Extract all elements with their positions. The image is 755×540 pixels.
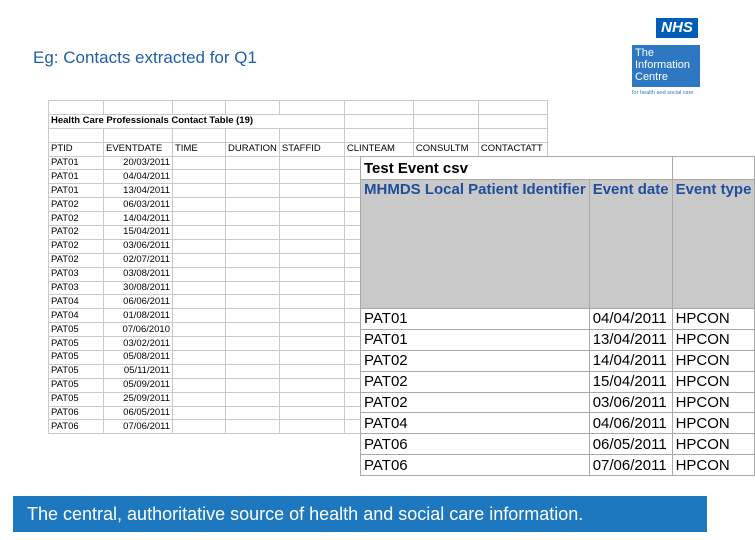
sheet-cell: PAT02 — [49, 253, 104, 267]
sheet-cell — [226, 184, 280, 198]
sheet-cell — [226, 392, 280, 406]
sheet-header-cell: CONTACTATT — [478, 142, 547, 156]
event-header-cell: MHMDS Local Patient Identifier — [361, 180, 590, 309]
sheet-cell — [226, 101, 280, 115]
sheet-cell — [173, 406, 226, 420]
logo-subtitle: for health and social care — [632, 90, 694, 96]
sheet-cell — [226, 309, 280, 323]
sheet-cell: 13/04/2011 — [104, 184, 173, 198]
sheet-cell — [478, 128, 547, 142]
sheet-header-row — [49, 142, 548, 156]
sheet-cell — [173, 295, 226, 309]
sheet-cell: PAT05 — [49, 392, 104, 406]
sheet-cell: PAT01 — [49, 156, 104, 170]
sheet-cell: 20/03/2011 — [104, 156, 173, 170]
sheet-cell — [279, 364, 344, 378]
sheet-cell — [344, 101, 413, 115]
sheet-cell — [279, 156, 344, 170]
sheet-header-cell: DURATION — [226, 142, 280, 156]
sheet-cell: 30/08/2011 — [104, 281, 173, 295]
sheet-cell: 06/05/2011 — [104, 406, 173, 420]
event-cell: HPCON — [672, 350, 755, 371]
event-cell: HPCON — [672, 329, 755, 350]
event-header-row — [361, 180, 755, 309]
sheet-cell — [413, 101, 478, 115]
sheet-cell — [173, 128, 226, 142]
sheet-header-cell: EVENTDATE — [104, 142, 173, 156]
sheet-cell: 07/06/2011 — [104, 420, 173, 434]
event-cell: HPCON — [672, 413, 755, 434]
sheet-header-cell: PTID — [49, 142, 104, 156]
sheet-cell — [279, 198, 344, 212]
information-centre-badge — [632, 45, 700, 87]
sheet-cell — [279, 309, 344, 323]
sheet-cell — [173, 212, 226, 226]
sheet-cell — [344, 114, 413, 128]
sheet-cell — [279, 226, 344, 240]
sheet-cell: 07/06/2010 — [104, 323, 173, 337]
event-cell: HPCON — [672, 455, 755, 476]
event-row — [361, 455, 755, 476]
sheet-cell: PAT03 — [49, 267, 104, 281]
sheet-cell — [279, 253, 344, 267]
sheet-title-row — [49, 114, 548, 128]
event-cell: HPCON — [672, 392, 755, 413]
sheet-cell — [279, 351, 344, 365]
event-cell: PAT02 — [361, 350, 590, 371]
sheet-cell — [279, 378, 344, 392]
sheet-cell — [279, 267, 344, 281]
event-row — [361, 413, 755, 434]
event-row — [361, 329, 755, 350]
sheet-cell — [279, 420, 344, 434]
sheet-cell: 03/02/2011 — [104, 337, 173, 351]
event-cell: HPCON — [672, 434, 755, 455]
sheet-cell: PAT06 — [49, 420, 104, 434]
event-row — [361, 309, 755, 330]
sheet-cell — [279, 212, 344, 226]
sheet-cell: PAT06 — [49, 406, 104, 420]
sheet-cell — [279, 392, 344, 406]
sheet-cell — [226, 226, 280, 240]
sheet-cell: 01/08/2011 — [104, 309, 173, 323]
nhs-logo — [632, 18, 702, 96]
event-cell: PAT01 — [361, 309, 590, 330]
event-title-row — [361, 157, 755, 180]
sheet-cell — [173, 323, 226, 337]
event-cell: PAT06 — [361, 455, 590, 476]
event-row — [361, 392, 755, 413]
sheet-cell — [344, 128, 413, 142]
sheet-cell: PAT01 — [49, 170, 104, 184]
sheet-cell — [279, 239, 344, 253]
sheet-cell: PAT03 — [49, 281, 104, 295]
event-cell: HPCON — [672, 309, 755, 330]
sheet-cell — [173, 101, 226, 115]
event-row — [361, 350, 755, 371]
sheet-cell: PAT01 — [49, 184, 104, 198]
sheet-cell — [173, 156, 226, 170]
sheet-cell — [478, 101, 547, 115]
sheet-cell — [279, 295, 344, 309]
sheet-cell — [173, 267, 226, 281]
sheet-cell — [49, 128, 104, 142]
sheet-cell — [173, 351, 226, 365]
sheet-cell: 04/04/2011 — [104, 170, 173, 184]
sheet-cell — [226, 351, 280, 365]
sheet-cell: 05/11/2011 — [104, 364, 173, 378]
sheet-cell — [173, 378, 226, 392]
sheet-cell — [413, 128, 478, 142]
sheet-cell — [226, 253, 280, 267]
sheet-cell: 15/04/2011 — [104, 226, 173, 240]
sheet-cell — [226, 156, 280, 170]
sheet-cell — [226, 239, 280, 253]
event-cell: PAT06 — [361, 434, 590, 455]
sheet-cell: 14/04/2011 — [104, 212, 173, 226]
sheet-cell: PAT04 — [49, 309, 104, 323]
sheet-header-cell: CONSULTM — [413, 142, 478, 156]
sheet-cell — [226, 170, 280, 184]
sheet-cell — [279, 337, 344, 351]
event-cell: PAT02 — [361, 392, 590, 413]
event-cell — [672, 157, 755, 180]
sheet-cell — [413, 114, 478, 128]
sheet-cell — [279, 406, 344, 420]
sheet-cell: 02/07/2011 — [104, 253, 173, 267]
event-cell: 14/04/2011 — [589, 350, 672, 371]
test-event-table — [360, 156, 755, 476]
slide-title: Eg: Contacts extracted for Q1 — [33, 48, 257, 67]
event-row — [361, 434, 755, 455]
sheet-cell — [226, 337, 280, 351]
footer-banner: The central, authoritative source of health and social care information. — [13, 496, 707, 532]
logo-line: The — [635, 47, 654, 59]
sheet-cell — [104, 128, 173, 142]
event-cell: PAT02 — [361, 371, 590, 392]
sheet-cell: PAT02 — [49, 198, 104, 212]
sheet-cell: PAT02 — [49, 239, 104, 253]
sheet-cell — [226, 364, 280, 378]
sheet-cell — [173, 337, 226, 351]
sheet-cell — [173, 253, 226, 267]
sheet-cell: 25/09/2011 — [104, 392, 173, 406]
event-cell: PAT01 — [361, 329, 590, 350]
sheet-cell: 05/09/2011 — [104, 378, 173, 392]
event-table-title: Test Event csv — [361, 157, 673, 180]
sheet-cell — [173, 226, 226, 240]
sheet-cell — [173, 170, 226, 184]
sheet-cell — [173, 309, 226, 323]
sheet-cell: PAT05 — [49, 378, 104, 392]
event-cell: 04/04/2011 — [589, 309, 672, 330]
sheet-cell — [478, 114, 547, 128]
sheet-cell — [279, 128, 344, 142]
event-cell: HPCON — [672, 371, 755, 392]
sheet-cell: PAT02 — [49, 226, 104, 240]
sheet-cell: PAT05 — [49, 351, 104, 365]
event-header-cell: Event date — [589, 180, 672, 309]
event-cell: PAT04 — [361, 413, 590, 434]
sheet-cell — [226, 128, 280, 142]
sheet-cell — [104, 101, 173, 115]
sheet-cell — [173, 198, 226, 212]
event-header-cell: Event type — [672, 180, 755, 309]
event-cell: 03/06/2011 — [589, 392, 672, 413]
sheet-cell — [279, 184, 344, 198]
sheet-cell — [226, 198, 280, 212]
event-cell: 04/06/2011 — [589, 413, 672, 434]
sheet-cell — [173, 184, 226, 198]
event-cell: 13/04/2011 — [589, 329, 672, 350]
sheet-cell: 05/08/2011 — [104, 351, 173, 365]
sheet-cell — [226, 267, 280, 281]
event-cell: 06/05/2011 — [589, 434, 672, 455]
sheet-cell — [226, 378, 280, 392]
sheet-cell — [226, 295, 280, 309]
sheet-cell — [173, 281, 226, 295]
sheet-cell: 03/06/2011 — [104, 239, 173, 253]
sheet-cell — [226, 281, 280, 295]
sheet-cell — [226, 420, 280, 434]
sheet-row — [49, 101, 548, 115]
sheet-cell: PAT05 — [49, 337, 104, 351]
sheet-cell — [279, 323, 344, 337]
sheet-cell — [173, 239, 226, 253]
sheet-header-cell: CLINTEAM — [344, 142, 413, 156]
sheet-cell — [49, 101, 104, 115]
sheet-cell: 06/03/2011 — [104, 198, 173, 212]
sheet-cell: 06/06/2011 — [104, 295, 173, 309]
sheet-cell — [173, 420, 226, 434]
logo-line: Centre — [635, 71, 669, 83]
sheet-cell: 03/08/2011 — [104, 267, 173, 281]
sheet-cell — [279, 101, 344, 115]
event-row — [361, 371, 755, 392]
event-cell: 07/06/2011 — [589, 455, 672, 476]
logo-line: Information — [635, 59, 691, 71]
sheet-cell — [226, 212, 280, 226]
sheet-cell: PAT04 — [49, 295, 104, 309]
sheet-cell — [279, 170, 344, 184]
event-cell: 15/04/2011 — [589, 371, 672, 392]
sheet-cell — [279, 281, 344, 295]
sheet-row — [49, 128, 548, 142]
sheet-header-cell: STAFFID — [279, 142, 344, 156]
sheet-cell: PAT05 — [49, 364, 104, 378]
sheet-cell — [173, 364, 226, 378]
sheet-cell — [226, 323, 280, 337]
sheet-header-cell: TIME — [173, 142, 226, 156]
sheet-cell: PAT05 — [49, 323, 104, 337]
sheet-title: Health Care Professionals Contact Table (19) — [49, 114, 345, 128]
sheet-cell — [226, 406, 280, 420]
nhs-badge: NHS — [656, 18, 698, 38]
sheet-cell — [173, 392, 226, 406]
sheet-cell: PAT02 — [49, 212, 104, 226]
